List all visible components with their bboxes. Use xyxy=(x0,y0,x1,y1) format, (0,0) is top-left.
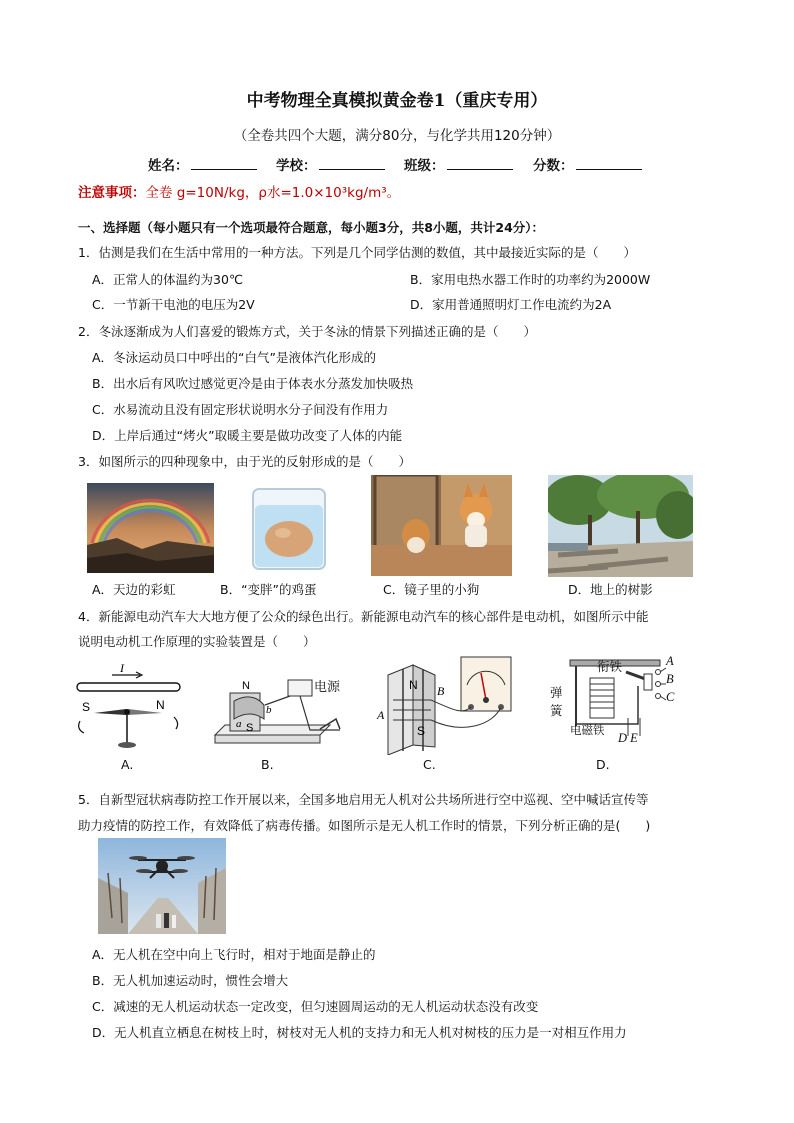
score-field[interactable] xyxy=(533,154,642,174)
rainbow-photo xyxy=(87,483,214,573)
class-label: 班级： xyxy=(404,158,445,174)
school-label: 学校： xyxy=(276,158,317,174)
wire-b-label: B xyxy=(437,684,445,698)
armature-label: 衔铁 xyxy=(597,659,623,674)
q5-option-b[interactable]: B．无人机加速运动时，惯性会增大 xyxy=(92,973,289,988)
name-field[interactable] xyxy=(148,154,257,174)
magnet-n-label: N xyxy=(242,680,250,692)
generator-n-label: N xyxy=(409,678,418,692)
q4-option-a[interactable]: A. xyxy=(121,757,134,772)
rail-b-label: b xyxy=(266,704,272,716)
contact-a-label: A xyxy=(666,654,674,668)
school-blank[interactable] xyxy=(319,155,385,170)
q4-option-b[interactable]: B. xyxy=(261,757,274,772)
class-blank[interactable] xyxy=(447,155,513,170)
needle-s-label: S xyxy=(82,700,91,714)
q3-option-b[interactable]: B．“变胖”的鸡蛋 xyxy=(220,582,317,597)
q2-option-c[interactable]: C．水易流动且没有固定形状说明水分子间没有作用力 xyxy=(92,402,389,417)
q4-stem-line1: 4．新能源电动汽车大大地方便了公众的绿色出行。新能源电动汽车的核心部件是电动机，如图所示中能 xyxy=(78,609,649,624)
q1-option-d[interactable]: D．家用普通照明灯工作电流约为2A xyxy=(410,297,612,312)
name-label: 姓名： xyxy=(148,158,189,174)
oersted-figure xyxy=(72,663,187,753)
q1-option-a[interactable]: A．正常人的体温约为30℃ xyxy=(92,272,243,287)
page-title: 中考物理全真模拟黄金卷1（重庆专用） xyxy=(246,91,548,111)
q2-stem: 2．冬泳逐渐成为人们喜爱的锻炼方式，关于冬泳的情景下列描述正确的是（ ） xyxy=(78,324,536,339)
q3-option-a[interactable]: A．天边的彩虹 xyxy=(92,582,176,597)
q2-option-a[interactable]: A．冬泳运动员口中呼出的“白气”是液体汽化形成的 xyxy=(92,350,377,365)
class-field[interactable] xyxy=(404,154,513,174)
score-label: 分数： xyxy=(533,158,574,174)
electromagnet-label: 电磁铁 xyxy=(570,723,605,737)
rail-a-label: a xyxy=(236,718,242,730)
power-supply-label: 电源 xyxy=(314,680,341,695)
generator-figure xyxy=(373,655,523,755)
q3-stem: 3．如图所示的四种现象中，由于光的反射形成的是（ ） xyxy=(78,454,411,469)
q2-option-b[interactable]: B．出水后有风吹过感觉更冷是由于体表水分蒸发加快吸热 xyxy=(92,376,414,391)
dog-mirror-photo xyxy=(371,475,512,576)
q5-option-a[interactable]: A．无人机在空中向上飞行时，相对于地面是静止的 xyxy=(92,947,376,962)
q5-option-c[interactable]: C．减速的无人机运动状态一定改变，但匀速圆周运动的无人机运动状态没有改变 xyxy=(92,999,539,1014)
q1-option-c[interactable]: C．一节新干电池的电压为2V xyxy=(92,297,255,312)
score-blank[interactable] xyxy=(576,155,642,170)
terminal-de-label: D E xyxy=(618,731,638,745)
q1-option-b[interactable]: B．家用电热水器工作时的功率约为2000W xyxy=(410,272,651,287)
notice-label: 注意事项： xyxy=(78,185,146,201)
q5-stem-line1: 5．自新型冠状病毒防控工作开展以来，全国多地启用无人机对公共场所进行空中巡视、空中喊话宣传等 xyxy=(78,792,649,807)
section-heading: 一、选择题（每小题只有一个选项最符合题意，每小题3分，共8小题，共计24分）： xyxy=(78,220,545,235)
tree-shadow-photo xyxy=(548,475,693,577)
q2-option-d[interactable]: D．上岸后通过“烤火”取暖主要是做功改变了人体的内能 xyxy=(92,428,403,443)
magnet-s-label: S xyxy=(246,722,254,734)
wire-a-label: A xyxy=(377,708,385,722)
q5-stem-line2: 助力疫情的防控工作，有效降低了病毒传播。如图所示是无人机工作时的情景，下列分析正确的是( ) xyxy=(78,818,651,833)
page-subtitle: （全卷共四个大题，满分80分，与化学共用120分钟） xyxy=(233,128,561,144)
name-blank[interactable] xyxy=(191,155,257,170)
notice xyxy=(78,181,400,201)
q5-option-d[interactable]: D．无人机直立栖息在树枝上时，树枝对无人机的支持力和无人机对树枝的压力是一对相互作用力 xyxy=(92,1025,627,1040)
current-label: I xyxy=(120,663,124,675)
contact-b-label: B xyxy=(666,672,674,686)
q3-option-c[interactable]: C．镜子里的小狗 xyxy=(383,582,480,597)
q4-stem-line2: 说明电动机工作原理的实验装置是（ ） xyxy=(78,634,316,649)
generator-s-label: S xyxy=(417,724,426,738)
notice-text: 全卷 g=10N/kg，ρ水=1.0×10³kg/m³。 xyxy=(145,185,401,201)
contact-c-label: C xyxy=(666,690,675,704)
needle-n-label: N xyxy=(156,698,165,712)
spring-label-1: 弹 xyxy=(550,685,563,700)
q1-stem: 1．估测是我们在生活中常用的一种方法。下列是几个同学估测的数值，其中最接近实际的是（ ） xyxy=(78,245,636,260)
drone-photo xyxy=(98,838,226,934)
spring-label-2: 簧 xyxy=(550,703,563,718)
q3-option-d[interactable]: D．地上的树影 xyxy=(568,582,653,597)
q4-option-d[interactable]: D. xyxy=(596,757,610,772)
egg-beaker-photo xyxy=(243,483,335,573)
school-field[interactable] xyxy=(276,154,385,174)
q4-option-c[interactable]: C. xyxy=(423,757,436,772)
